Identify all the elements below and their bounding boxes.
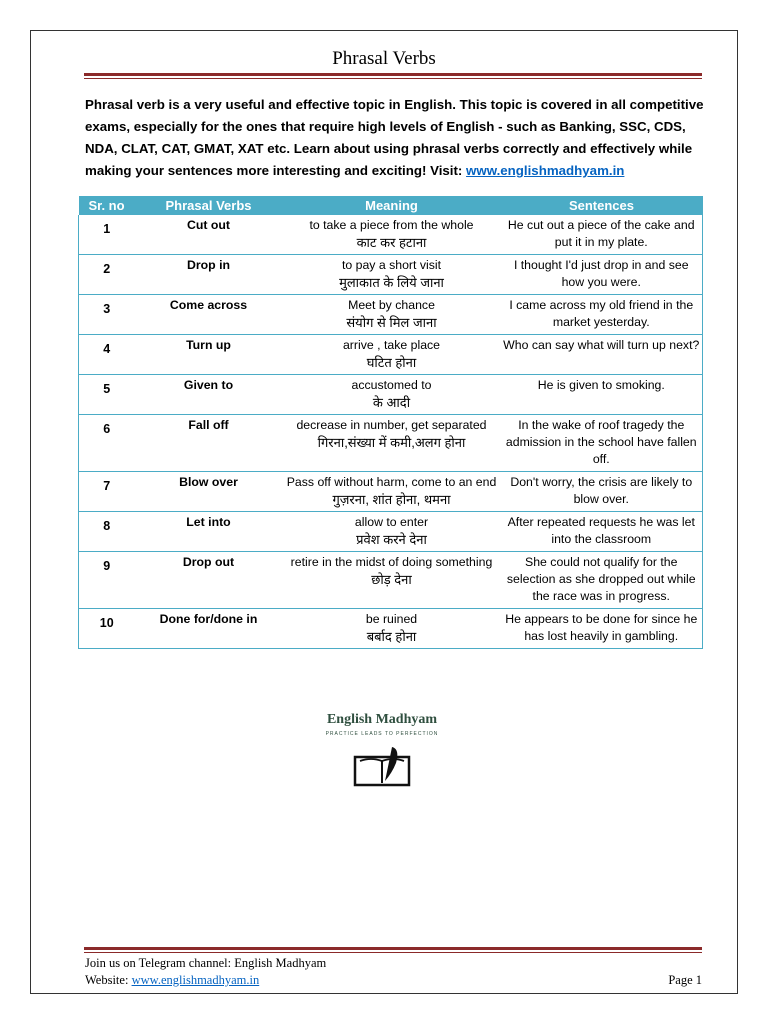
meaning-hindi: संयोग से मिल जाना — [346, 315, 437, 330]
footer-rule-thin — [84, 952, 702, 953]
meaning-english: Meet by chance — [348, 298, 435, 312]
table-row — [79, 295, 703, 335]
meaning-english: decrease in number, get separated — [296, 418, 487, 432]
header-phrasal-verbs: Phrasal Verbs — [135, 196, 283, 215]
meaning-hindi: बर्बाद होना — [366, 629, 417, 644]
row-verb: Come across — [135, 295, 283, 335]
row-meaning — [283, 512, 501, 552]
row-sr: 9 — [79, 552, 135, 609]
row-sr: 4 — [79, 335, 135, 375]
meaning-hindi: गिरना,संख्या में कमी,अलग होना — [317, 435, 466, 450]
row-verb: Fall off — [135, 415, 283, 472]
meaning-hindi: काट कर हटाना — [356, 235, 427, 250]
row-meaning — [283, 295, 501, 335]
row-sentence: In the wake of roof tragedy the admission in the school have fallen off. — [501, 415, 703, 472]
row-sr: 1 — [79, 215, 135, 255]
meaning-hindi: घटित होना — [366, 355, 417, 370]
row-verb: Let into — [135, 512, 283, 552]
row-sr: 10 — [79, 609, 135, 649]
row-verb: Cut out — [135, 215, 283, 255]
meaning-english: to take a piece from the whole — [309, 218, 474, 232]
row-verb: Blow over — [135, 472, 283, 512]
meaning-english: Pass off without harm, come to an end — [286, 475, 497, 489]
logo-name: English Madhyam — [326, 712, 438, 727]
table-row — [79, 472, 703, 512]
meaning-hindi: के आदी — [372, 395, 411, 410]
page-number: Page 1 — [668, 973, 702, 987]
meaning-hindi: मुलाकात के लिये जाना — [339, 275, 444, 290]
row-meaning — [283, 552, 501, 609]
table-body — [79, 215, 703, 649]
website-line — [85, 972, 702, 989]
meaning-english: arrive , take place — [342, 338, 441, 352]
header-sentences: Sentences — [501, 196, 703, 215]
row-meaning — [283, 375, 501, 415]
row-sr: 2 — [79, 255, 135, 295]
meaning-hindi: गुज़रना, शांत होना, थमना — [332, 492, 451, 507]
row-sr: 3 — [79, 295, 135, 335]
row-meaning — [283, 255, 501, 295]
row-sr: 6 — [79, 415, 135, 472]
row-sr: 7 — [79, 472, 135, 512]
row-meaning — [283, 335, 501, 375]
header-rule — [84, 73, 702, 76]
table-row — [79, 215, 703, 255]
meaning-english: be ruined — [365, 612, 418, 626]
row-sr: 8 — [79, 512, 135, 552]
table-header-row — [79, 196, 703, 215]
table-row — [79, 512, 703, 552]
intro-paragraph — [85, 94, 705, 182]
row-sentence: He cut out a piece of the cake and put it in my plate. — [501, 215, 703, 255]
table-row — [79, 415, 703, 472]
table-row — [79, 609, 703, 649]
meaning-hindi: प्रवेश करने देना — [356, 532, 427, 547]
website-label: Website: — [85, 973, 132, 987]
header-rule-thin — [84, 78, 702, 79]
page-title: Phrasal Verbs — [332, 48, 436, 69]
meaning-english: to pay a short visit — [341, 258, 442, 272]
meaning-hindi: छोड़ देना — [371, 572, 412, 587]
row-sr: 5 — [79, 375, 135, 415]
telegram-text: Join us on Telegram channel: English Madhyam — [85, 956, 327, 970]
row-sentence: After repeated requests he was let into the classroom — [501, 512, 703, 552]
meaning-english: accustomed to — [351, 378, 432, 392]
intro-text: Phrasal verb is a very useful and effective topic in English. This topic is covered in all competitive exams, especially for the ones that require high levels of English - such as Banking, SSC, CDS, NDA, CLAT, CAT, GMAT, XAT etc. Learn about using phrasal verbs correctly and effectively while making your sentences more interesting and exciting! Visit: — [85, 97, 704, 178]
row-meaning — [283, 472, 501, 512]
row-verb: Turn up — [135, 335, 283, 375]
row-sentence: Who can say what will turn up next? — [501, 335, 703, 375]
header-sr-no: Sr. no — [79, 196, 135, 215]
row-sentence: He is given to smoking. — [501, 375, 703, 415]
intro-website-link[interactable]: www.englishmadhyam.in — [466, 163, 625, 178]
book-quill-icon — [352, 743, 412, 791]
meaning-english: allow to enter — [354, 515, 429, 529]
row-verb: Done for/done in — [135, 609, 283, 649]
footer-rule — [84, 947, 702, 950]
footer-website-link[interactable]: www.englishmadhyam.in — [131, 973, 260, 987]
table-row — [79, 375, 703, 415]
table-row — [79, 335, 703, 375]
footer — [85, 955, 702, 989]
row-verb: Drop out — [135, 552, 283, 609]
table-row — [79, 255, 703, 295]
table-row — [79, 552, 703, 609]
logo-tagline: PRACTICE LEADS TO PERFECTION — [325, 731, 439, 737]
row-meaning — [283, 415, 501, 472]
row-meaning — [283, 609, 501, 649]
phrasal-verbs-table — [78, 196, 703, 649]
header-meaning: Meaning — [283, 196, 501, 215]
row-sentence: Don't worry, the crisis are likely to blow over. — [501, 472, 703, 512]
row-sentence: I came across my old friend in the market yesterday. — [501, 295, 703, 335]
row-verb: Drop in — [135, 255, 283, 295]
english-madhyam-logo — [312, 712, 452, 802]
row-sentence: I thought I'd just drop in and see how you were. — [501, 255, 703, 295]
meaning-english: retire in the midst of doing something — [290, 555, 493, 569]
row-sentence: He appears to be done for since he has lost heavily in gambling. — [501, 609, 703, 649]
row-sentence: She could not qualify for the selection as she dropped out while the race was in progress. — [501, 552, 703, 609]
row-meaning — [283, 215, 501, 255]
row-verb: Given to — [135, 375, 283, 415]
